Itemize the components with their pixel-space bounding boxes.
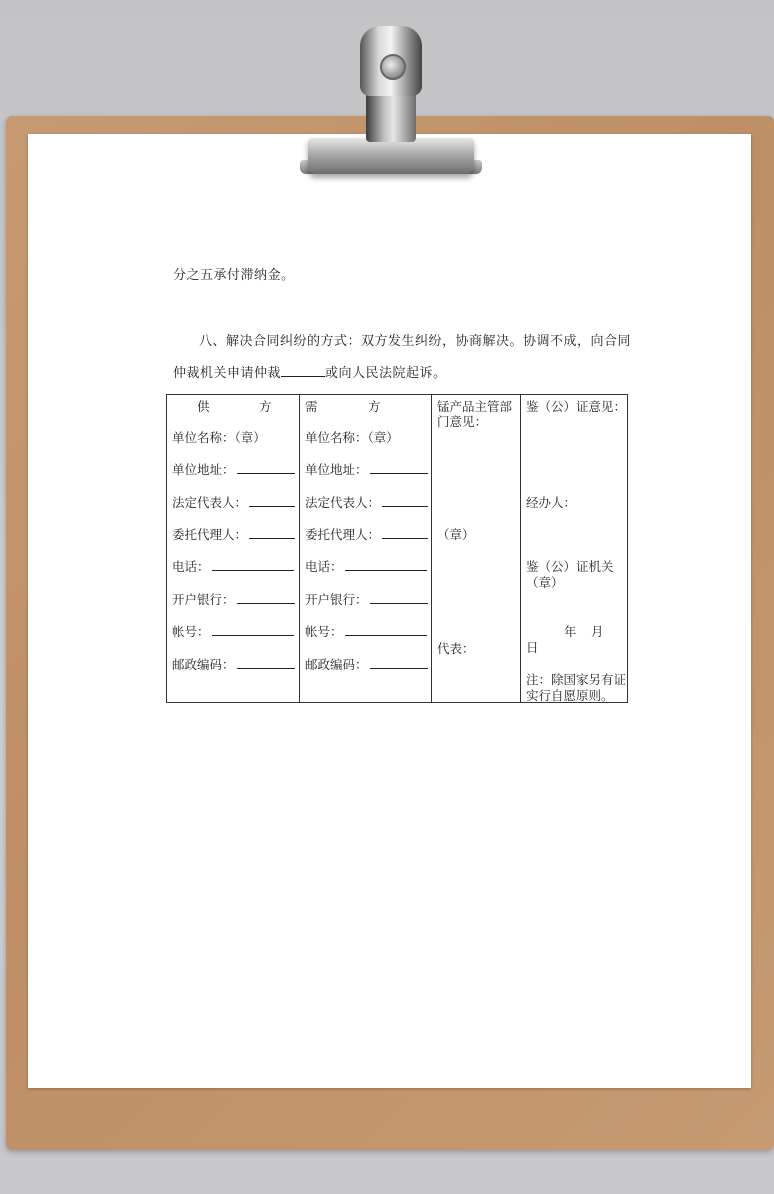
buyer-phone: 电话： [305, 557, 427, 575]
buyer-postcode: 邮政编码： [305, 655, 428, 673]
supplier-postcode: 邮政编码： [172, 655, 295, 673]
arbitration-post: 或向人民法院起诉。 [325, 366, 447, 381]
text-line-dispute: 八、解决合同纠纷的方式：双方发生纠纷，协商解决。协调不成，向合同 [199, 334, 632, 349]
notary-day: 日 [526, 640, 539, 655]
signature-table [166, 394, 628, 703]
supplier-address: 单位地址： [172, 460, 295, 478]
text-line-penalty: 分之五承付滞纳金。 [173, 268, 295, 283]
buyer-agent: 委托代理人： [305, 525, 428, 543]
arbitration-pre: 仲裁机关申请仲裁 [173, 366, 282, 381]
text-line-arbitration [173, 362, 447, 381]
supplier-column [167, 395, 300, 703]
supplier-agent: 委托代理人： [172, 525, 295, 543]
supplier-name: 单位名称：（章） [172, 430, 266, 445]
supplier-head-b: 方 [259, 399, 272, 414]
buyer-name: 单位名称：（章） [305, 430, 399, 445]
notary-title: 鉴（公）证意见： [526, 399, 627, 414]
notary-org: 鉴（公）证机关 [526, 559, 614, 574]
buyer-bank: 开户银行： [305, 590, 428, 608]
supplier-phone: 电话： [172, 557, 294, 575]
notary-note-line2: 实行自愿原则。 [526, 688, 614, 703]
supplier-head-a: 供 [197, 399, 210, 414]
authority-seal: （章） [437, 527, 475, 542]
notary-org-seal: （章） [526, 575, 564, 590]
supplier-bank: 开户银行： [172, 590, 295, 608]
buyer-column [300, 395, 432, 703]
authority-rep: 代表： [437, 641, 475, 656]
supplier-account: 帐号： [172, 622, 294, 640]
authority-line1: 锰产品主管部 [437, 399, 513, 414]
notary-month: 月 [591, 624, 604, 639]
buyer-head-b: 方 [368, 399, 381, 414]
authority-column [432, 395, 521, 703]
buyer-legal-rep: 法定代表人： [305, 493, 428, 511]
notary-handler: 经办人： [526, 495, 577, 510]
supplier-legal-rep: 法定代表人： [172, 493, 295, 511]
notary-column [521, 395, 628, 703]
clip-hole [380, 54, 406, 80]
binder-clip-neck [366, 90, 416, 142]
arbitration-blank [281, 364, 325, 377]
notary-year: 年 [564, 624, 577, 639]
buyer-account: 帐号： [305, 622, 427, 640]
binder-clip-plate [308, 138, 474, 174]
buyer-head-a: 需 [305, 399, 318, 414]
notary-note-line1: 注：除国家另有证 [526, 672, 627, 687]
buyer-address: 单位地址： [305, 460, 428, 478]
authority-line2: 门意见： [437, 414, 488, 429]
